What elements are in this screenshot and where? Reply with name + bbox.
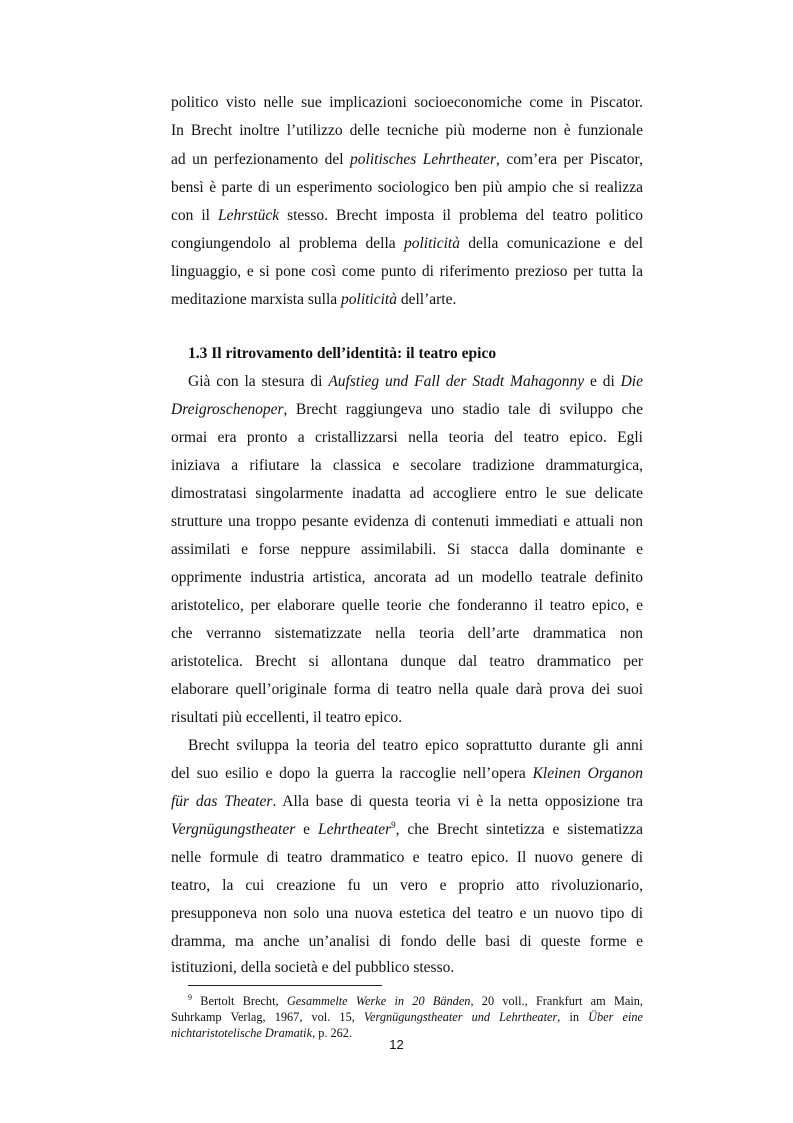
text-line: elaborare quell’originale forma di teatro nella quale darà prova dei suoi — [171, 681, 643, 698]
text-line: politico visto nelle sue implicazioni socioeconomiche come in Piscator. — [171, 94, 643, 111]
footnote-reference: 9 — [391, 819, 396, 830]
text-line: nelle formule di teatro drammatico e teatro epico. Il nuovo genere di — [171, 849, 643, 866]
page-number: 12 — [389, 1037, 404, 1052]
footnote-line: $^9$ Bertolt Brecht, Gesammelte Werke in 20 Bänden, 20 voll., Frankfurt am Main, — [188, 992, 643, 1008]
text-line: Vergnügungstheater e Lehrtheater$^9$, che Brecht sintetizza e sistematizza — [171, 819, 643, 838]
footnote-line: nichtaristotelische Dramatik, p. 262. — [171, 1026, 353, 1040]
text-line: dimostratasi singolarmente inadatta ad accogliere entro le sue delicate — [171, 485, 643, 502]
text-line: Già con la stesura di Aufstieg und Fall der Stadt Mahagonny e di Die — [188, 373, 643, 390]
text-line: strutture una troppo pesante evidenza di contenuti immediati e attuali non — [171, 513, 643, 530]
text-line: für das Theater. Alla base di questa teoria vi è la netta opposizione tra — [171, 793, 643, 810]
text-line: con il Lehrstück stesso. Brecht imposta il problema del teatro politico — [171, 207, 643, 224]
text-line: congiungendolo al problema della politicità della comunicazione e del — [171, 235, 643, 252]
text-line: dramma, ma anche un’analisi di fondo delle basi di queste forme e — [171, 933, 643, 950]
text-line: assimilati e forse neppure assimilabili. Si stacca dalla dominante e — [171, 541, 643, 558]
text-line: meditazione marxista sulla politicità dell’arte. — [171, 291, 457, 308]
text-line: teatro, la cui creazione fu un vero e proprio atto rivoluzionario, — [171, 877, 643, 894]
text-line: presupponeva non solo una nuova estetica del teatro e un nuovo tipo di — [171, 905, 643, 922]
text-line: ad un perfezionamento del politisches Lehrtheater, com’era per Piscator, — [171, 151, 643, 168]
text-line: In Brecht inoltre l’utilizzo delle tecniche più moderne non è funzionale — [171, 122, 643, 139]
section-heading: 1.3 Il ritrovamento dell’identità: il teatro epico — [188, 345, 497, 362]
text-line: Dreigroschenoper, Brecht raggiungeva uno stadio tale di sviluppo che — [171, 401, 643, 418]
text-line: iniziava a rifiutare la classica e secolare tradizione drammaturgica, — [171, 457, 643, 474]
footnote-separator — [188, 985, 382, 986]
text-line: Brecht sviluppa la teoria del teatro epico soprattutto durante gli anni — [188, 737, 643, 754]
text-line: aristotelica. Brecht si allontana dunque dal teatro drammatico per — [171, 653, 643, 670]
text-line: che verranno sistematizzate nella teoria dell’arte drammatica non — [171, 625, 643, 642]
text-line: ormai era pronto a cristallizzarsi nella teoria del teatro epico. Egli — [171, 429, 643, 446]
text-line: linguaggio, e si pone così come punto di riferimento prezioso per tutta la — [171, 263, 643, 280]
text-line: istituzioni, della società e del pubblico stesso. — [171, 959, 455, 976]
text-line: risultati più eccellenti, il teatro epico. — [171, 709, 403, 726]
footnote-line: Suhrkamp Verlag, 1967, vol. 15, Vergnügungstheater und Lehrtheater, in Über eine — [171, 1010, 643, 1024]
footnote-number: 9 — [188, 992, 192, 1002]
text-line: bensì è parte di un esperimento sociologico ben più ampio che si realizza — [171, 179, 643, 196]
text-line: opprimente industria artistica, ancorata ad un modello teatrale definito — [171, 569, 643, 586]
text-line: del suo esilio e dopo la guerra la raccoglie nell’opera Kleinen Organon — [171, 765, 643, 782]
text-line: aristotelico, per elaborare quelle teorie che fonderanno il teatro epico, e — [171, 597, 643, 614]
